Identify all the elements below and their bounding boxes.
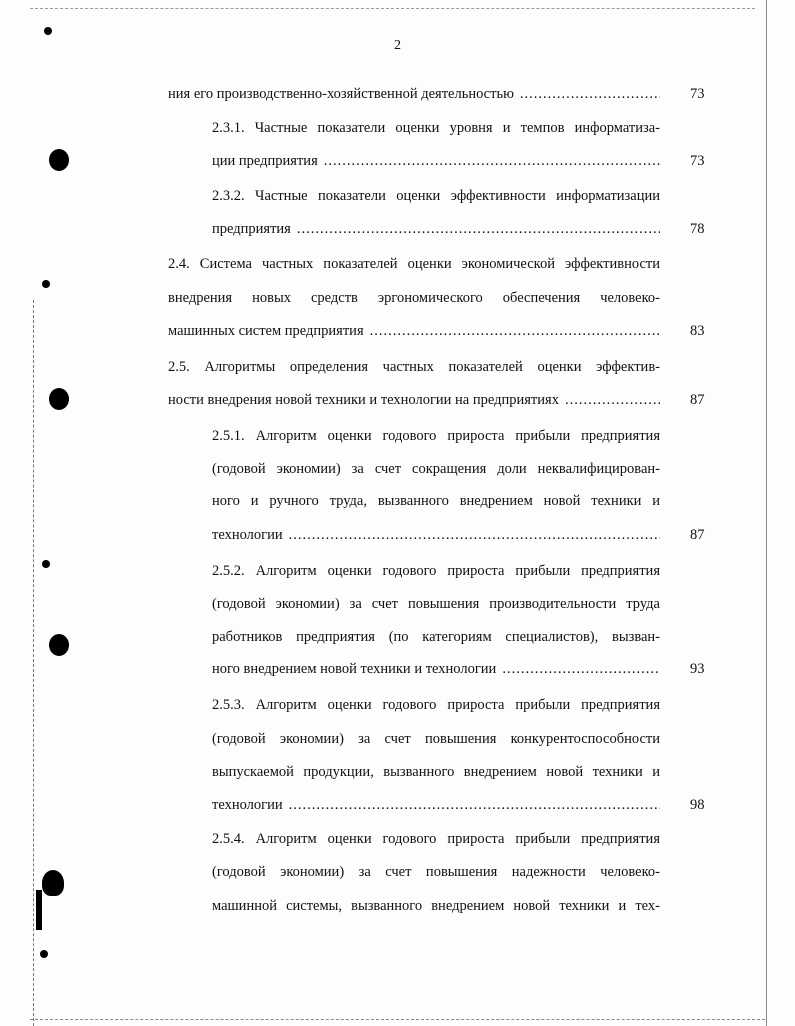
toc-line <box>0 491 795 511</box>
toc-entry-text: (годовой экономии) за счет сокращения доли неквалифицирован- <box>212 461 660 477</box>
leader-dots <box>289 795 660 815</box>
leader-dots <box>289 525 660 545</box>
page-number: 2 <box>394 38 401 53</box>
toc-entry-text: 2.4. Система частных показателей оценки экономической эффективности <box>168 256 660 272</box>
toc-line <box>0 254 795 274</box>
toc-entry-text: 2.3.1. Частные показатели оценки уровня и темпов информатиза- <box>212 120 660 136</box>
toc-line <box>0 390 795 410</box>
leader-dots <box>297 219 660 239</box>
toc-entry-text: ного и ручного труда, вызванного внедрением новой техники и <box>212 493 660 509</box>
toc-page-number: 83 <box>690 323 705 339</box>
leader-dots <box>565 390 660 410</box>
toc-line <box>0 219 795 239</box>
toc-entry-text: машинной системы, вызванного внедрением новой техники и тех- <box>212 898 660 914</box>
toc-page-number: 98 <box>690 797 705 813</box>
toc-entry-text: технологии <box>212 797 283 813</box>
toc-entry-text: ного внедрением новой техники и технологии <box>212 661 497 677</box>
leader-dots <box>520 84 660 104</box>
toc-line <box>0 357 795 377</box>
toc-line <box>0 795 795 815</box>
leader-dots <box>370 321 660 341</box>
toc-entry-text: внедрения новых средств эргономического обеспечения человеко- <box>168 290 660 306</box>
toc-entry-text: ции предприятия <box>212 153 318 169</box>
toc-entry-text: 2.5.3. Алгоритм оценки годового прироста прибыли предприятия <box>212 697 660 713</box>
toc-line <box>0 186 795 206</box>
toc-line <box>0 762 795 782</box>
leader-dots <box>502 659 660 679</box>
toc-line <box>0 896 795 916</box>
toc-line <box>0 561 795 581</box>
toc-entry-text: предприятия <box>212 221 291 237</box>
toc-line <box>0 862 795 882</box>
toc-entry-text: 2.3.2. Частные показатели оценки эффективности информатизации <box>212 188 660 204</box>
leader-dots <box>324 151 660 171</box>
toc-line <box>0 321 795 341</box>
toc-entry-text: технологии <box>212 527 283 543</box>
scan-edge-bottom <box>30 1019 765 1020</box>
toc-entry-text: выпускаемой продукции, вызванного внедрением новой техники и <box>212 764 660 780</box>
toc-page-number: 73 <box>690 86 705 102</box>
toc-entry-text: ности внедрения новой техники и технологии на предприятиях <box>168 392 559 408</box>
toc-entry-text: 2.5.4. Алгоритм оценки годового прироста прибыли предприятия <box>212 831 660 847</box>
toc-entry-text: машинных систем предприятия <box>168 323 364 339</box>
scan-mark <box>40 950 48 958</box>
scan-edge-top <box>30 8 755 9</box>
toc-entry-text: (годовой экономии) за счет повышения производительности труда <box>212 596 660 612</box>
toc-line <box>0 829 795 849</box>
scan-mark <box>44 27 52 35</box>
toc-line <box>0 288 795 308</box>
toc-entry-text: (годовой экономии) за счет повышения конкурентоспособности <box>212 731 660 747</box>
toc-entry-text: ния его производственно-хозяйственной деятельностью <box>168 86 514 102</box>
toc-line <box>0 695 795 715</box>
toc-line <box>0 627 795 647</box>
toc-entry-text: (годовой экономии) за счет повышения надежности человеко- <box>212 864 660 880</box>
toc-page-number: 73 <box>690 153 705 169</box>
toc-entry-text: 2.5.2. Алгоритм оценки годового прироста прибыли предприятия <box>212 563 660 579</box>
toc-page-number: 78 <box>690 221 705 237</box>
toc-page-number: 93 <box>690 661 705 677</box>
toc-line <box>0 729 795 749</box>
toc-line <box>0 426 795 446</box>
toc-line <box>0 594 795 614</box>
toc-entry-text: работников предприятия (по категориям специалистов), вызван- <box>212 629 660 645</box>
toc-line <box>0 659 795 679</box>
scan-mark <box>42 280 50 288</box>
toc-line <box>0 459 795 479</box>
toc-line <box>0 84 795 104</box>
toc-line <box>0 151 795 171</box>
toc-entry-text: 2.5. Алгоритмы определения частных показателей оценки эффектив- <box>168 359 660 375</box>
toc-line <box>0 118 795 138</box>
toc-page-number: 87 <box>690 392 705 408</box>
toc-entry-text: 2.5.1. Алгоритм оценки годового прироста прибыли предприятия <box>212 428 660 444</box>
toc-line <box>0 525 795 545</box>
toc-page-number: 87 <box>690 527 705 543</box>
